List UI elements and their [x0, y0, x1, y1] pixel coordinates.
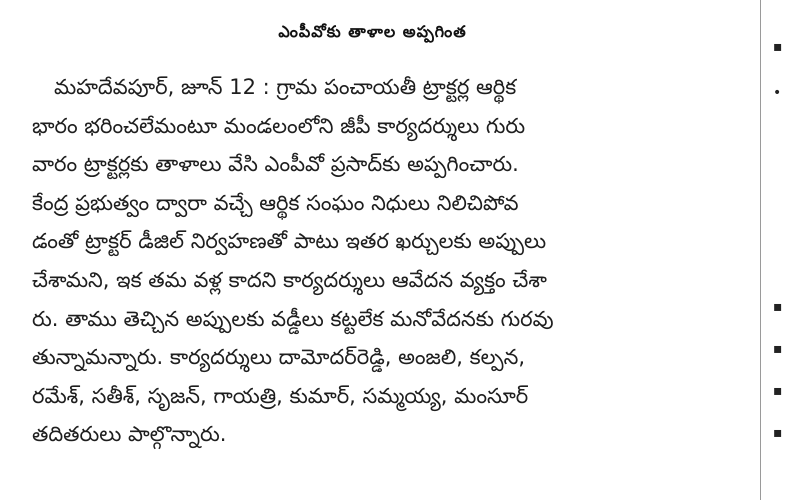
- adjacent-text-fragment: ▪: [773, 425, 783, 441]
- article-line-5: డంతో ట్రాక్టర్ డీజిల్ నిర్వహణతో పాటు ఇతర ఖర్చులకు అప్పులు: [32, 229, 547, 254]
- article-body: [32, 68, 740, 454]
- article-line-4: కేంద్ర ప్రభుత్వం ద్వారా వచ్చే ఆర్థిక సంఘం నిధులు నిలిచిపోవ: [32, 190, 519, 215]
- article-line-7: రు. తాము తెచ్చిన అప్పులకు వడ్డీలు కట్టలేక మనోవేదనకు గురవు: [32, 306, 554, 331]
- adjacent-text-fragment: ▪: [773, 383, 783, 399]
- article-line-6: చేశామని, ఇక తమ వళ్ల కాదని కార్యదర్శులు ఆవేదన వ్యక్తం చేశా: [32, 267, 547, 292]
- adjacent-text-fragment: •: [773, 85, 782, 101]
- article-line-9: రమేశ్, సతీశ్, సృజన్, గాయత్రి, కుమార్, సమ్మయ్య, మంసూర్: [32, 383, 529, 408]
- adjacent-text-fragment: ▪: [773, 341, 783, 357]
- article-line-8: తున్నామన్నారు. కార్యదర్శులు దామోదర్‌రెడ్డి, అంజలి, కల్పన,: [32, 345, 525, 370]
- article-line-3: వారం ట్రాక్టర్లకు తాళాలు వేసి ఎంపీవో ప్రసాద్‌కు అప్పగించారు.: [32, 152, 519, 177]
- adjacent-column-fragment: [761, 0, 800, 500]
- article-line-2: భారం భరించలేమంటూ మండలంలోని జీపీ కార్యదర్శులు గురు: [32, 113, 526, 138]
- article-headline: ఎంపీవోకు తాళాల అప్పగింత: [278, 22, 467, 41]
- adjacent-text-fragment: ▪: [773, 39, 783, 55]
- article-line-10: తదితరులు పాల్గొన్నారు.: [32, 422, 227, 447]
- article-line-1: మహదేవపూర్, జూన్ 12 : గ్రామ పంచాయతీ ట్రాక్టర్ల ఆర్థిక: [54, 75, 517, 99]
- adjacent-text-fragment: ▪: [773, 299, 783, 315]
